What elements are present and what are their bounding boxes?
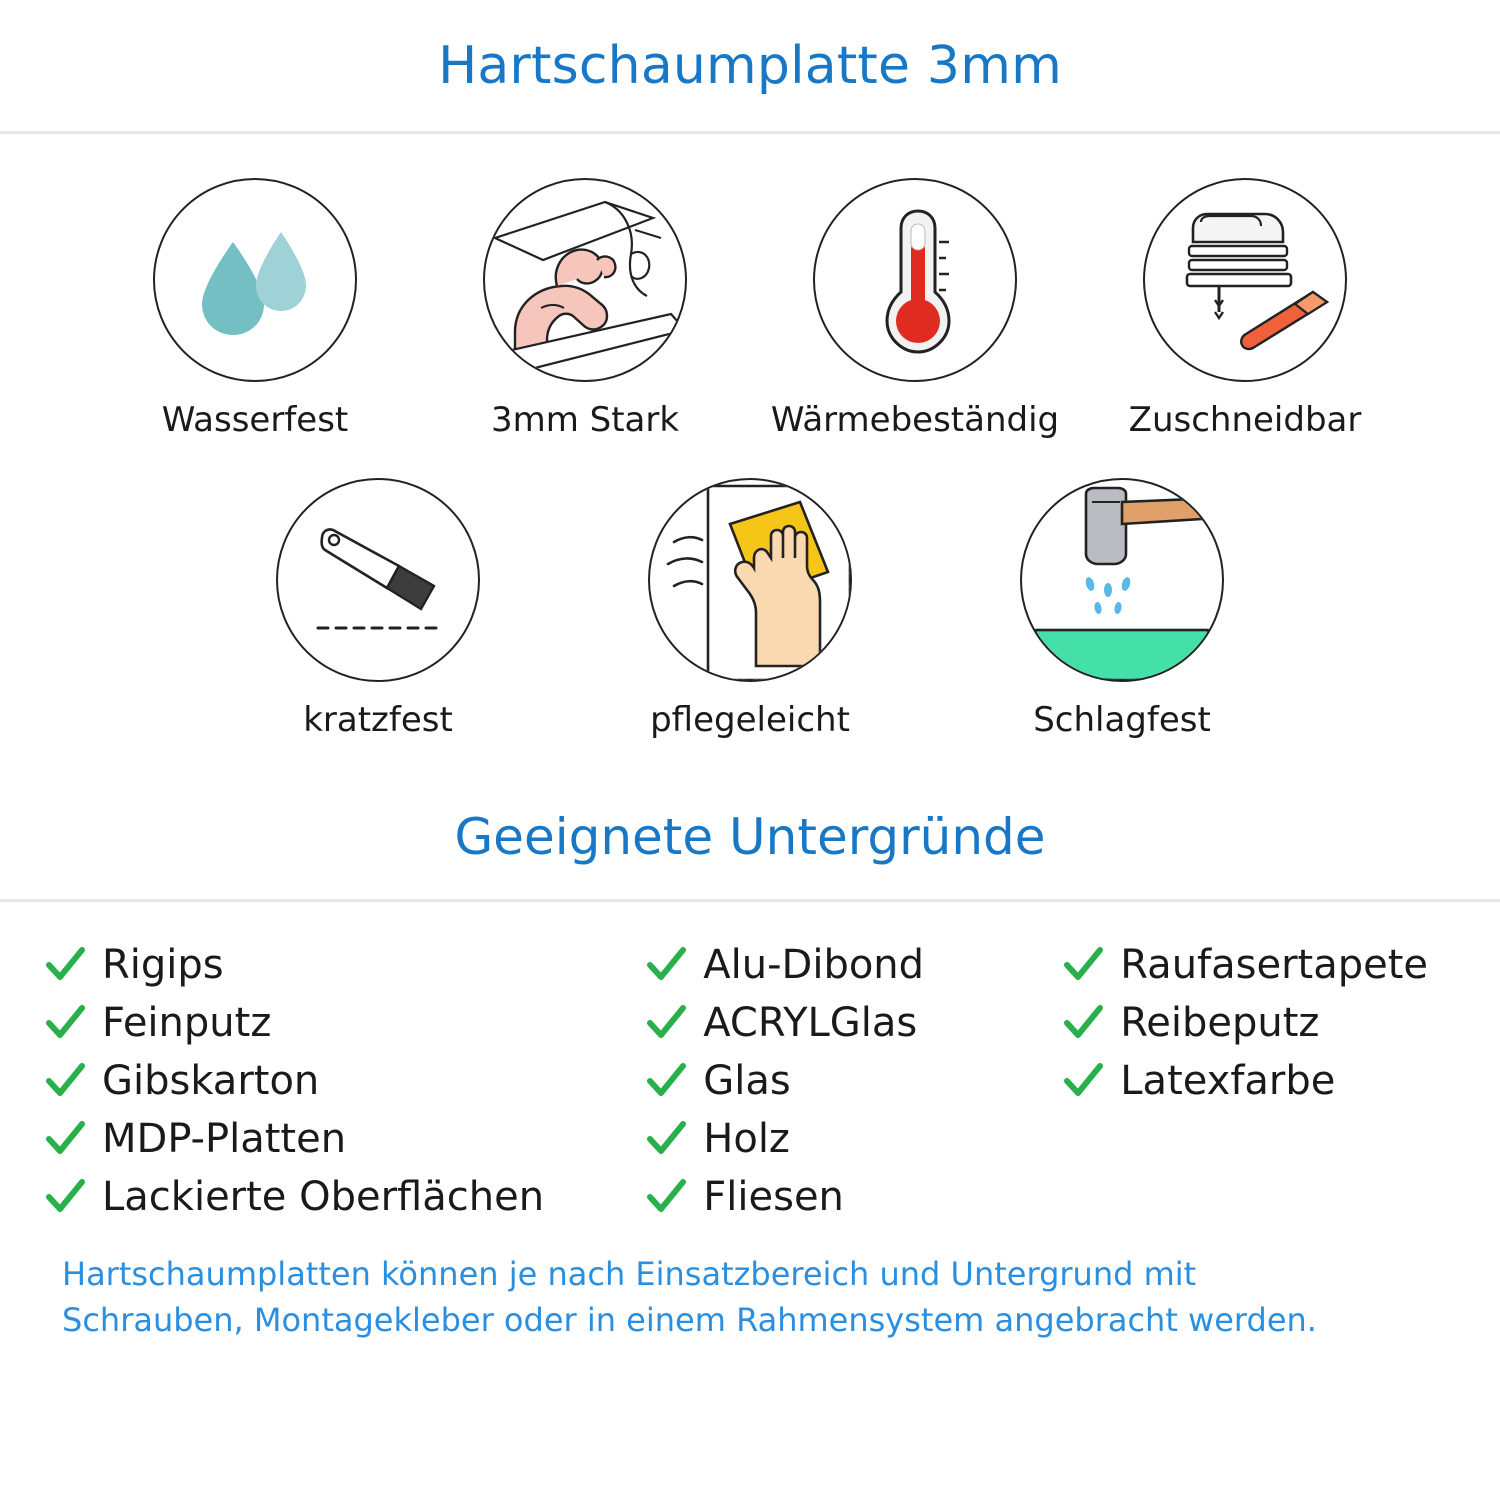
- list-item: [44, 1052, 645, 1110]
- feature-label: 3mm Stark: [490, 400, 680, 441]
- divider-top: [0, 131, 1500, 134]
- list-item: [1062, 1052, 1456, 1110]
- feature-schlagfest: [936, 478, 1308, 740]
- surfaces-column-2: [645, 936, 1062, 1226]
- hand-cloth-wipe-icon: [648, 478, 852, 682]
- check-icon: [1062, 944, 1104, 986]
- surfaces-column-1: [44, 936, 645, 1226]
- list-item-label: Feinputz: [102, 1000, 272, 1047]
- list-item: [1062, 936, 1456, 994]
- check-icon: [44, 1002, 86, 1044]
- feature-pflegeleicht: [564, 478, 936, 740]
- footnote-line-2: Schrauben, Montagekleber oder in einem Rahmensystem angebracht werden.: [62, 1300, 1317, 1339]
- check-icon: [44, 1118, 86, 1160]
- check-icon: [44, 1060, 86, 1102]
- list-item-label: Raufasertapete: [1120, 942, 1429, 989]
- knife-scratch-icon: [276, 478, 480, 682]
- check-icon: [1062, 1002, 1104, 1044]
- feature-label: Wärmebeständig: [770, 400, 1060, 441]
- list-item: [645, 1168, 1062, 1226]
- list-item-label: Rigips: [102, 942, 224, 989]
- list-item-label: ACRYLGlas: [703, 1000, 918, 1047]
- list-item: [44, 936, 645, 994]
- features-row-1: [0, 178, 1500, 440]
- hammer-impact-icon: [1020, 478, 1224, 682]
- list-item: [1062, 994, 1456, 1052]
- features-section: [0, 178, 1500, 740]
- feature-zuschneidbar: [1080, 178, 1410, 440]
- check-icon: [645, 1002, 687, 1044]
- list-item: [44, 1110, 645, 1168]
- list-item-label: Glas: [703, 1058, 791, 1105]
- feature-label: Wasserfest: [161, 400, 349, 441]
- list-item-label: MDP-Platten: [102, 1116, 347, 1163]
- footnote: [0, 1226, 1500, 1343]
- list-item: [44, 1168, 645, 1226]
- feature-label: Schlagfest: [1033, 700, 1211, 741]
- feature-label: pflegeleicht: [650, 700, 850, 741]
- check-icon: [44, 1176, 86, 1218]
- page-title: Hartschaumplatte 3mm: [438, 36, 1062, 96]
- list-item: [44, 994, 645, 1052]
- list-item: [645, 994, 1062, 1052]
- flexing-arm-icon: [483, 178, 687, 382]
- check-icon: [645, 1176, 687, 1218]
- water-drops-icon: [153, 178, 357, 382]
- features-row-2: [0, 478, 1500, 740]
- list-item-label: Lackierte Oberflächen: [102, 1174, 545, 1221]
- feature-label: Zuschneidbar: [1128, 400, 1362, 441]
- surfaces-column-3: [1062, 936, 1456, 1226]
- list-item: [645, 936, 1062, 994]
- suitable-surfaces-list: [0, 902, 1500, 1226]
- list-item-label: Reibeputz: [1120, 1000, 1320, 1047]
- feature-waermebestaendig: [750, 178, 1080, 440]
- check-icon: [645, 1118, 687, 1160]
- list-item-label: Holz: [703, 1116, 790, 1163]
- feature-3mm-stark: [420, 178, 750, 440]
- section-title-untergruende: Geeignete Untergründe: [454, 808, 1046, 867]
- check-icon: [645, 944, 687, 986]
- list-item-label: Alu-Dibond: [703, 942, 925, 989]
- check-icon: [645, 1060, 687, 1102]
- list-item: [645, 1110, 1062, 1168]
- check-icon: [44, 944, 86, 986]
- feature-wasserfest: [90, 178, 420, 440]
- check-icon: [1062, 1060, 1104, 1102]
- footnote-line-1: Hartschaumplatten können je nach Einsatzbereich und Untergrund mit: [62, 1255, 1197, 1294]
- list-item-label: Gibskarton: [102, 1058, 320, 1105]
- list-item-label: Latexfarbe: [1120, 1058, 1336, 1105]
- list-item-label: Fliesen: [703, 1174, 844, 1221]
- list-item: [645, 1052, 1062, 1110]
- feature-kratzfest: [192, 478, 564, 740]
- jigsaw-cutter-icon: [1143, 178, 1347, 382]
- thermometer-icon: [813, 178, 1017, 382]
- feature-label: kratzfest: [303, 700, 453, 741]
